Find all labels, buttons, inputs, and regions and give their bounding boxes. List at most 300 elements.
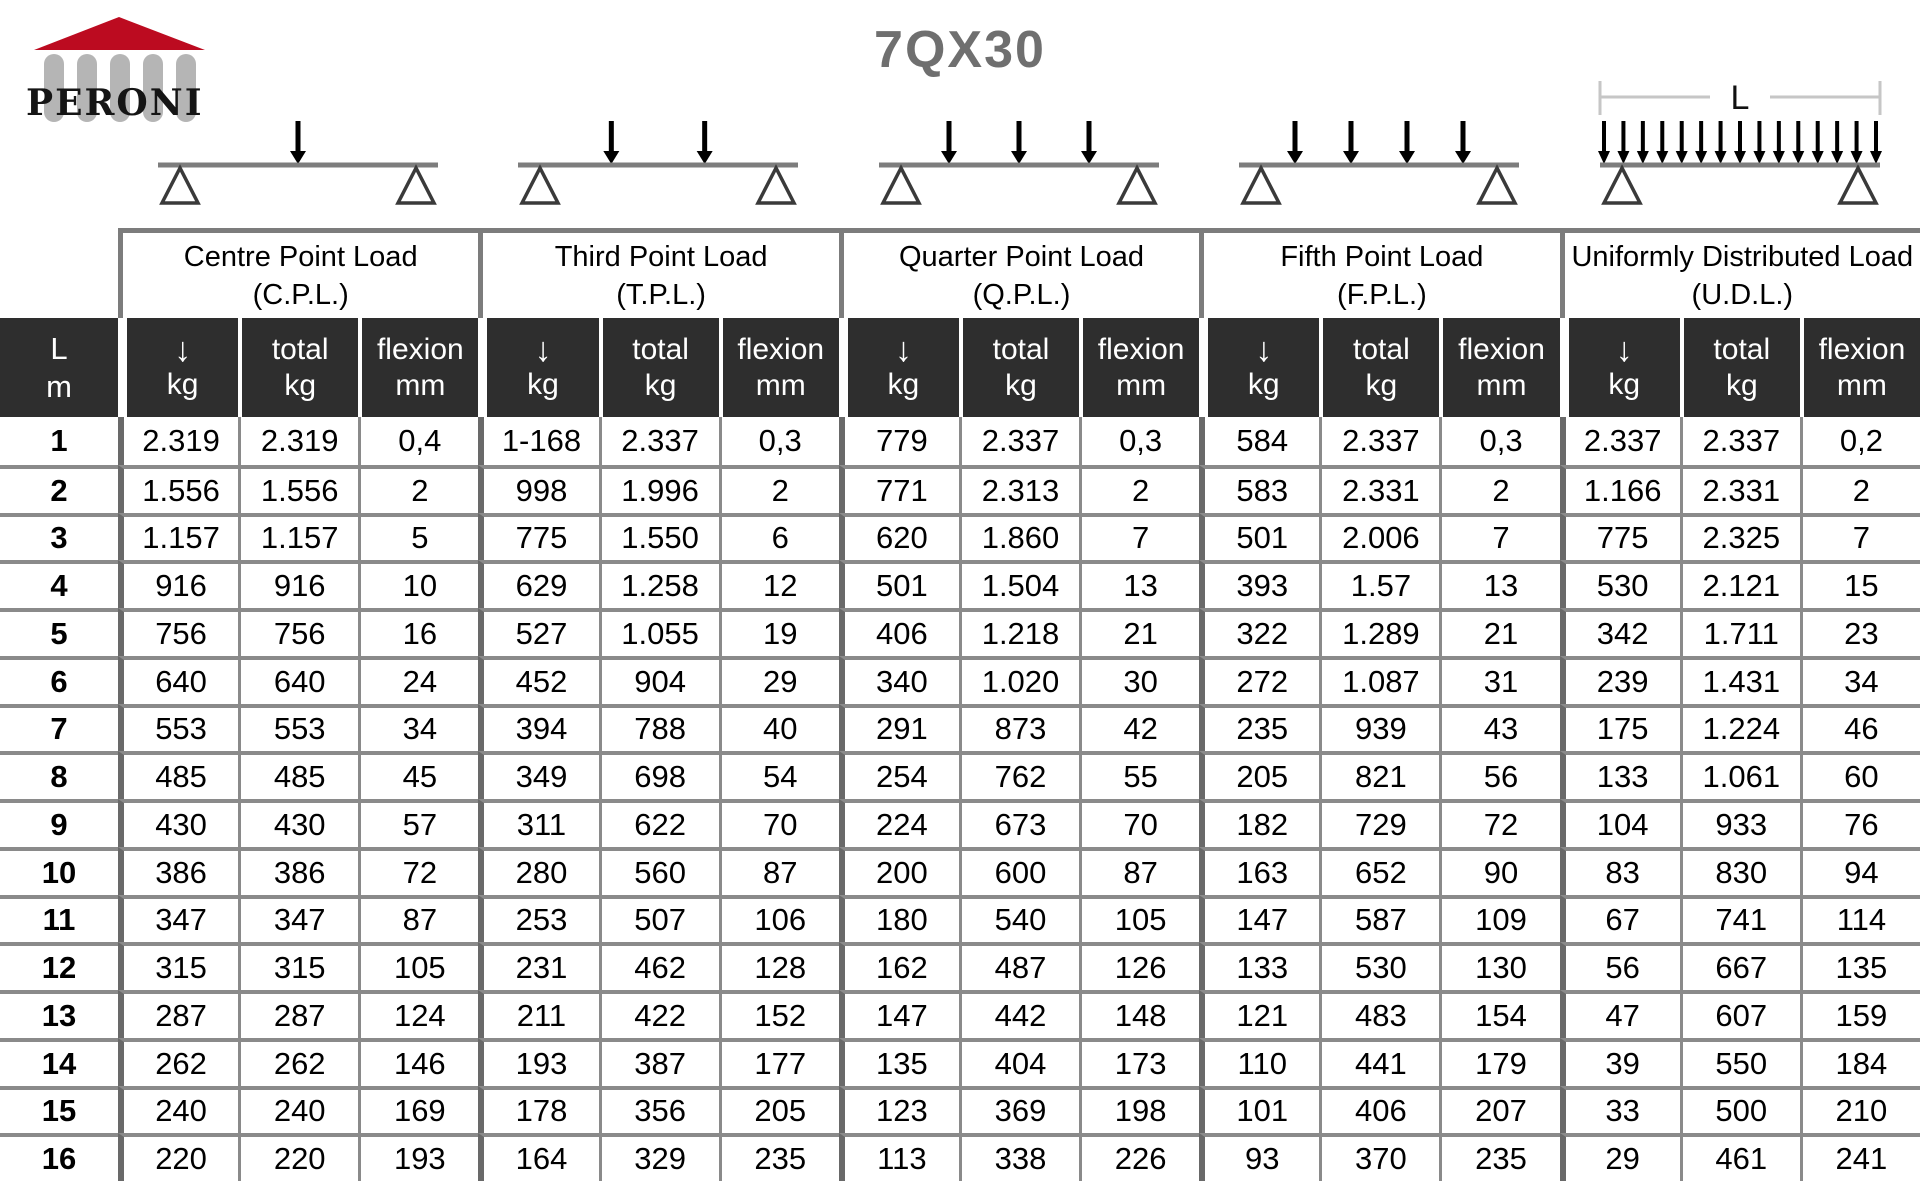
table-cell: 105	[358, 942, 478, 990]
table-cell: 620	[839, 513, 959, 561]
row-label: 16	[0, 1133, 118, 1181]
table-cell: 83	[1560, 847, 1680, 895]
table-cell: 1.020	[959, 656, 1079, 704]
table-cell: 56	[1560, 942, 1680, 990]
table-cell: 507	[599, 895, 719, 943]
table-cell: 39	[1560, 1038, 1680, 1086]
table-cell: 0,3	[1079, 417, 1199, 465]
table-cell: 2.319	[238, 417, 358, 465]
table-cell: 933	[1680, 799, 1800, 847]
table-cell: 771	[839, 465, 959, 513]
table-cell: 7	[1079, 513, 1199, 561]
table-cell: 128	[719, 942, 839, 990]
table-cell: 939	[1319, 704, 1439, 752]
table-cell: 226	[1079, 1133, 1199, 1181]
label-line: flexion	[1458, 332, 1545, 366]
table-cell: 698	[599, 751, 719, 799]
row-label: 12	[0, 942, 118, 990]
table-cell: 830	[1680, 847, 1800, 895]
table-cell: 1.224	[1680, 704, 1800, 752]
table-cell: 6	[719, 513, 839, 561]
table-cell: 220	[118, 1133, 238, 1181]
table-cell: 550	[1680, 1038, 1800, 1086]
row-label: 6	[0, 656, 118, 704]
subheader-cpl-0	[118, 318, 238, 417]
subheader-cpl-2	[358, 318, 478, 417]
table-cell: 163	[1199, 847, 1319, 895]
table-cell: 406	[839, 608, 959, 656]
table-cell: 254	[839, 751, 959, 799]
table-cell: 500	[1680, 1086, 1800, 1134]
table-cell: 130	[1439, 942, 1559, 990]
table-cell: 640	[238, 656, 358, 704]
table-cell: 13	[1439, 560, 1559, 608]
subheader-udl-2	[1800, 318, 1920, 417]
table-cell: 553	[238, 704, 358, 752]
table-cell: 110	[1199, 1038, 1319, 1086]
table-cell: 584	[1199, 417, 1319, 465]
table-cell: 87	[358, 895, 478, 943]
table-cell: 241	[1800, 1133, 1920, 1181]
table-cell: 1.504	[959, 560, 1079, 608]
table-cell: 487	[959, 942, 1079, 990]
group-header-qpl	[839, 228, 1199, 318]
table-cell: 483	[1319, 990, 1439, 1038]
table-cell: 193	[358, 1133, 478, 1181]
label-line: flexion	[737, 332, 825, 366]
table-cell: 2.337	[959, 417, 1079, 465]
subheader-fpl-1	[1319, 318, 1439, 417]
table-cell: 607	[1680, 990, 1800, 1038]
table-cell: 600	[959, 847, 1079, 895]
table-cell: 904	[599, 656, 719, 704]
label-line: kg	[284, 368, 317, 402]
load-table	[0, 228, 1920, 1181]
table-cell: 741	[1680, 895, 1800, 943]
table-cell: 430	[118, 799, 238, 847]
table-cell: 5	[358, 513, 478, 561]
table-cell: 235	[719, 1133, 839, 1181]
label-line: mm	[1836, 368, 1887, 402]
table-cell: 109	[1439, 895, 1559, 943]
label-line: total	[632, 332, 689, 366]
table-cell: 779	[839, 417, 959, 465]
table-cell: 272	[1199, 656, 1319, 704]
table-cell: 34	[358, 704, 478, 752]
row-label: 2	[0, 465, 118, 513]
table-cell: 133	[1560, 751, 1680, 799]
table-cell: 640	[118, 656, 238, 704]
table-cell: 60	[1800, 751, 1920, 799]
label-line: flexion	[376, 332, 464, 366]
table-cell: 34	[1800, 656, 1920, 704]
table-cell: 147	[839, 990, 959, 1038]
table-cell: 501	[839, 560, 959, 608]
table-cell: 1.556	[238, 465, 358, 513]
table-cell: 442	[959, 990, 1079, 1038]
table-cell: 159	[1800, 990, 1920, 1038]
subheader-qpl-1	[959, 318, 1079, 417]
table-cell: 162	[839, 942, 959, 990]
table-cell: 0,3	[719, 417, 839, 465]
table-cell: 33	[1560, 1086, 1680, 1134]
table-cell: 240	[118, 1086, 238, 1134]
table-cell: 315	[238, 942, 358, 990]
table-cell: 430	[238, 799, 358, 847]
table-corner-spacer	[0, 228, 118, 318]
table-cell: 231	[478, 942, 598, 990]
table-cell: 338	[959, 1133, 1079, 1181]
table-cell: 1.087	[1319, 656, 1439, 704]
table-cell: 90	[1439, 847, 1559, 895]
table-cell: 386	[118, 847, 238, 895]
label-line: (Q.P.L.)	[972, 278, 1071, 311]
table-cell: 2	[1439, 465, 1559, 513]
label-line: ↓	[174, 330, 192, 369]
table-cell: 1.550	[599, 513, 719, 561]
subheader-qpl-0	[839, 318, 959, 417]
table-cell: 347	[118, 895, 238, 943]
table-cell: 114	[1800, 895, 1920, 943]
row-label: 13	[0, 990, 118, 1038]
table-cell: 756	[118, 608, 238, 656]
table-cell: 240	[238, 1086, 358, 1134]
table-cell: 87	[719, 847, 839, 895]
label-line: Uniformly Distributed Load	[1571, 240, 1914, 273]
label-line: total	[992, 332, 1050, 366]
table-cell: 1.166	[1560, 465, 1680, 513]
label-line: Third Point Load	[554, 240, 768, 273]
table-cell: 169	[358, 1086, 478, 1134]
table-cell: 12	[719, 560, 839, 608]
group-header-tpl	[478, 228, 838, 318]
table-cell: 177	[719, 1038, 839, 1086]
row-label: 15	[0, 1086, 118, 1134]
label-line: ↓	[1255, 330, 1273, 369]
label-line: (T.P.L.)	[616, 278, 706, 311]
table-cell: 29	[719, 656, 839, 704]
table-cell: 55	[1079, 751, 1199, 799]
table-cell: 101	[1199, 1086, 1319, 1134]
table-cell: 394	[478, 704, 598, 752]
table-cell: 1.055	[599, 608, 719, 656]
table-cell: 342	[1560, 608, 1680, 656]
span-length-header	[0, 318, 118, 417]
table-cell: 2.325	[1680, 513, 1800, 561]
row-label: 4	[0, 560, 118, 608]
table-cell: 121	[1199, 990, 1319, 1038]
table-cell: 211	[478, 990, 598, 1038]
table-cell: 224	[839, 799, 959, 847]
table-cell: 756	[238, 608, 358, 656]
table-cell: 43	[1439, 704, 1559, 752]
table-cell: 729	[1319, 799, 1439, 847]
table-cell: 57	[358, 799, 478, 847]
label-line: ↓	[534, 330, 552, 369]
table-cell: 485	[118, 751, 238, 799]
subheader-fpl-2	[1439, 318, 1559, 417]
row-label: 14	[0, 1038, 118, 1086]
table-cell: 406	[1319, 1086, 1439, 1134]
table-cell: 2.337	[1560, 417, 1680, 465]
table-cell: 762	[959, 751, 1079, 799]
table-cell: 126	[1079, 942, 1199, 990]
table-cell: 1.157	[238, 513, 358, 561]
label-line: (F.P.L.)	[1337, 278, 1427, 311]
table-cell: 235	[1439, 1133, 1559, 1181]
label-line: total	[1713, 332, 1771, 366]
label-line: mm	[395, 368, 446, 402]
table-cell: 2.006	[1319, 513, 1439, 561]
table-cell: 775	[478, 513, 598, 561]
table-cell: 104	[1560, 799, 1680, 847]
subheader-udl-1	[1680, 318, 1800, 417]
table-cell: 207	[1439, 1086, 1559, 1134]
table-cell: 210	[1800, 1086, 1920, 1134]
length-label: L	[1730, 79, 1750, 117]
table-cell: 133	[1199, 942, 1319, 990]
table-cell: 667	[1680, 942, 1800, 990]
table-cell: 10	[358, 560, 478, 608]
table-cell: 347	[238, 895, 358, 943]
beam-diagram-tpl	[478, 75, 838, 225]
table-cell: 70	[1079, 799, 1199, 847]
table-cell: 184	[1800, 1038, 1920, 1086]
table-cell: 291	[839, 704, 959, 752]
table-cell: 916	[238, 560, 358, 608]
label-line: kg	[1247, 367, 1280, 401]
table-cell: 94	[1800, 847, 1920, 895]
subheader-udl-0	[1560, 318, 1680, 417]
table-cell: 76	[1800, 799, 1920, 847]
table-cell: 1.711	[1680, 608, 1800, 656]
table-cell: 146	[358, 1038, 478, 1086]
label-line: kg	[1725, 368, 1758, 402]
label-line: Quarter Point Load	[898, 240, 1145, 273]
table-cell: 527	[478, 608, 598, 656]
table-cell: 560	[599, 847, 719, 895]
table-cell: 72	[1439, 799, 1559, 847]
table-cell: 652	[1319, 847, 1439, 895]
page-title: 7QX30	[874, 21, 1046, 79]
subheader-cpl-1	[238, 318, 358, 417]
table-cell: 106	[719, 895, 839, 943]
label-line: flexion	[1097, 332, 1185, 366]
table-cell: 175	[1560, 704, 1680, 752]
table-cell: 235	[1199, 704, 1319, 752]
row-label: 8	[0, 751, 118, 799]
table-cell: 19	[719, 608, 839, 656]
group-header-fpl	[1199, 228, 1559, 318]
row-label: 11	[0, 895, 118, 943]
table-cell: 182	[1199, 799, 1319, 847]
label-line: m	[46, 368, 72, 404]
table-cell: 462	[599, 942, 719, 990]
table-cell: 1.57	[1319, 560, 1439, 608]
table-cell: 315	[118, 942, 238, 990]
row-label: 3	[0, 513, 118, 561]
label-line: kg	[1005, 368, 1037, 402]
group-header-udl	[1560, 228, 1920, 318]
table-cell: 2	[1079, 465, 1199, 513]
row-label: 10	[0, 847, 118, 895]
table-cell: 152	[719, 990, 839, 1038]
table-cell: 87	[1079, 847, 1199, 895]
table-cell: 31	[1439, 656, 1559, 704]
table-cell: 287	[238, 990, 358, 1038]
table-cell: 404	[959, 1038, 1079, 1086]
table-cell: 21	[1079, 608, 1199, 656]
table-cell: 67	[1560, 895, 1680, 943]
table-cell: 452	[478, 656, 598, 704]
table-cell: 178	[478, 1086, 598, 1134]
table-cell: 369	[959, 1086, 1079, 1134]
table-cell: 45	[358, 751, 478, 799]
table-cell: 2.319	[118, 417, 238, 465]
row-label: 7	[0, 704, 118, 752]
beam-diagram-cpl	[118, 75, 478, 225]
table-cell: 629	[478, 560, 598, 608]
group-header-cpl	[118, 228, 478, 318]
table-cell: 386	[238, 847, 358, 895]
label-line: kg	[166, 367, 199, 401]
table-cell: 16	[358, 608, 478, 656]
table-cell: 198	[1079, 1086, 1199, 1134]
table-cell: 23	[1800, 608, 1920, 656]
table-cell: 200	[839, 847, 959, 895]
table-cell: 0,4	[358, 417, 478, 465]
label-line: kg	[527, 367, 559, 401]
table-cell: 147	[1199, 895, 1319, 943]
table-cell: 1.289	[1319, 608, 1439, 656]
table-cell: 1.556	[118, 465, 238, 513]
table-cell: 154	[1439, 990, 1559, 1038]
table-cell: 2	[1800, 465, 1920, 513]
table-cell: 583	[1199, 465, 1319, 513]
label-line: ↓	[894, 330, 912, 369]
table-cell: 2	[358, 465, 478, 513]
table-cell: 0,3	[1439, 417, 1559, 465]
table-cell: 30	[1079, 656, 1199, 704]
table-cell: 622	[599, 799, 719, 847]
table-cell: 123	[839, 1086, 959, 1134]
subheader-qpl-2	[1079, 318, 1199, 417]
table-cell: 173	[1079, 1038, 1199, 1086]
beam-diagram-fpl	[1199, 75, 1559, 225]
table-cell: 2.337	[1680, 417, 1800, 465]
table-cell: 998	[478, 465, 598, 513]
label-line: kg	[1608, 367, 1640, 401]
table-cell: 179	[1439, 1038, 1559, 1086]
table-cell: 2.331	[1680, 465, 1800, 513]
table-cell: 370	[1319, 1133, 1439, 1181]
table-cell: 262	[118, 1038, 238, 1086]
table-cell: 29	[1560, 1133, 1680, 1181]
table-cell: 1.860	[959, 513, 1079, 561]
label-line: mm	[755, 368, 806, 402]
table-cell: 13	[1079, 560, 1199, 608]
label-line: Fifth Point Load	[1280, 240, 1484, 273]
label-line: (C.P.L.)	[252, 278, 349, 311]
label-line: ↓	[1615, 330, 1633, 369]
table-cell: 262	[238, 1038, 358, 1086]
table-cell: 673	[959, 799, 1079, 847]
label-line: kg	[887, 367, 920, 401]
row-label: 9	[0, 799, 118, 847]
table-cell: 105	[1079, 895, 1199, 943]
table-cell: 93	[1199, 1133, 1319, 1181]
subheader-fpl-0	[1199, 318, 1319, 417]
table-cell: 441	[1319, 1038, 1439, 1086]
table-cell: 1.218	[959, 608, 1079, 656]
table-cell: 2.331	[1319, 465, 1439, 513]
table-cell: 1.996	[599, 465, 719, 513]
table-cell: 253	[478, 895, 598, 943]
table-cell: 485	[238, 751, 358, 799]
table-cell: 530	[1319, 942, 1439, 990]
table-cell: 2.337	[1319, 417, 1439, 465]
table-cell: 530	[1560, 560, 1680, 608]
table-cell: 311	[478, 799, 598, 847]
table-cell: 24	[358, 656, 478, 704]
label-line: L	[50, 330, 68, 366]
label-line: (U.D.L.)	[1691, 278, 1794, 311]
table-cell: 205	[719, 1086, 839, 1134]
table-cell: 329	[599, 1133, 719, 1181]
table-cell: 124	[358, 990, 478, 1038]
label-line: mm	[1476, 368, 1527, 402]
table-cell: 356	[599, 1086, 719, 1134]
table-cell: 193	[478, 1038, 598, 1086]
table-cell: 322	[1199, 608, 1319, 656]
table-cell: 7	[1439, 513, 1559, 561]
table-cell: 205	[1199, 751, 1319, 799]
table-cell: 1-168	[478, 417, 598, 465]
table-cell: 164	[478, 1133, 598, 1181]
beam-diagram-udl	[1560, 75, 1920, 225]
table-cell: 788	[599, 704, 719, 752]
table-cell: 72	[358, 847, 478, 895]
table-cell: 21	[1439, 608, 1559, 656]
table-cell: 873	[959, 704, 1079, 752]
table-cell: 7	[1800, 513, 1920, 561]
label-line: kg	[644, 368, 677, 402]
table-cell: 0,2	[1800, 417, 1920, 465]
table-cell: 1.157	[118, 513, 238, 561]
table-cell: 180	[839, 895, 959, 943]
table-cell: 2.337	[599, 417, 719, 465]
label-line: flexion	[1818, 332, 1906, 366]
table-cell: 540	[959, 895, 1079, 943]
table-cell: 775	[1560, 513, 1680, 561]
table-cell: 1.431	[1680, 656, 1800, 704]
table-cell: 15	[1800, 560, 1920, 608]
table-cell: 220	[238, 1133, 358, 1181]
table-cell: 349	[478, 751, 598, 799]
table-cell: 2.121	[1680, 560, 1800, 608]
table-cell: 280	[478, 847, 598, 895]
label-line: kg	[1365, 368, 1398, 402]
subheader-tpl-0	[478, 318, 598, 417]
table-cell: 56	[1439, 751, 1559, 799]
table-cell: 47	[1560, 990, 1680, 1038]
table-cell: 553	[118, 704, 238, 752]
table-cell: 148	[1079, 990, 1199, 1038]
table-cell: 70	[719, 799, 839, 847]
row-label: 1	[0, 417, 118, 465]
table-cell: 422	[599, 990, 719, 1038]
table-cell: 1.258	[599, 560, 719, 608]
